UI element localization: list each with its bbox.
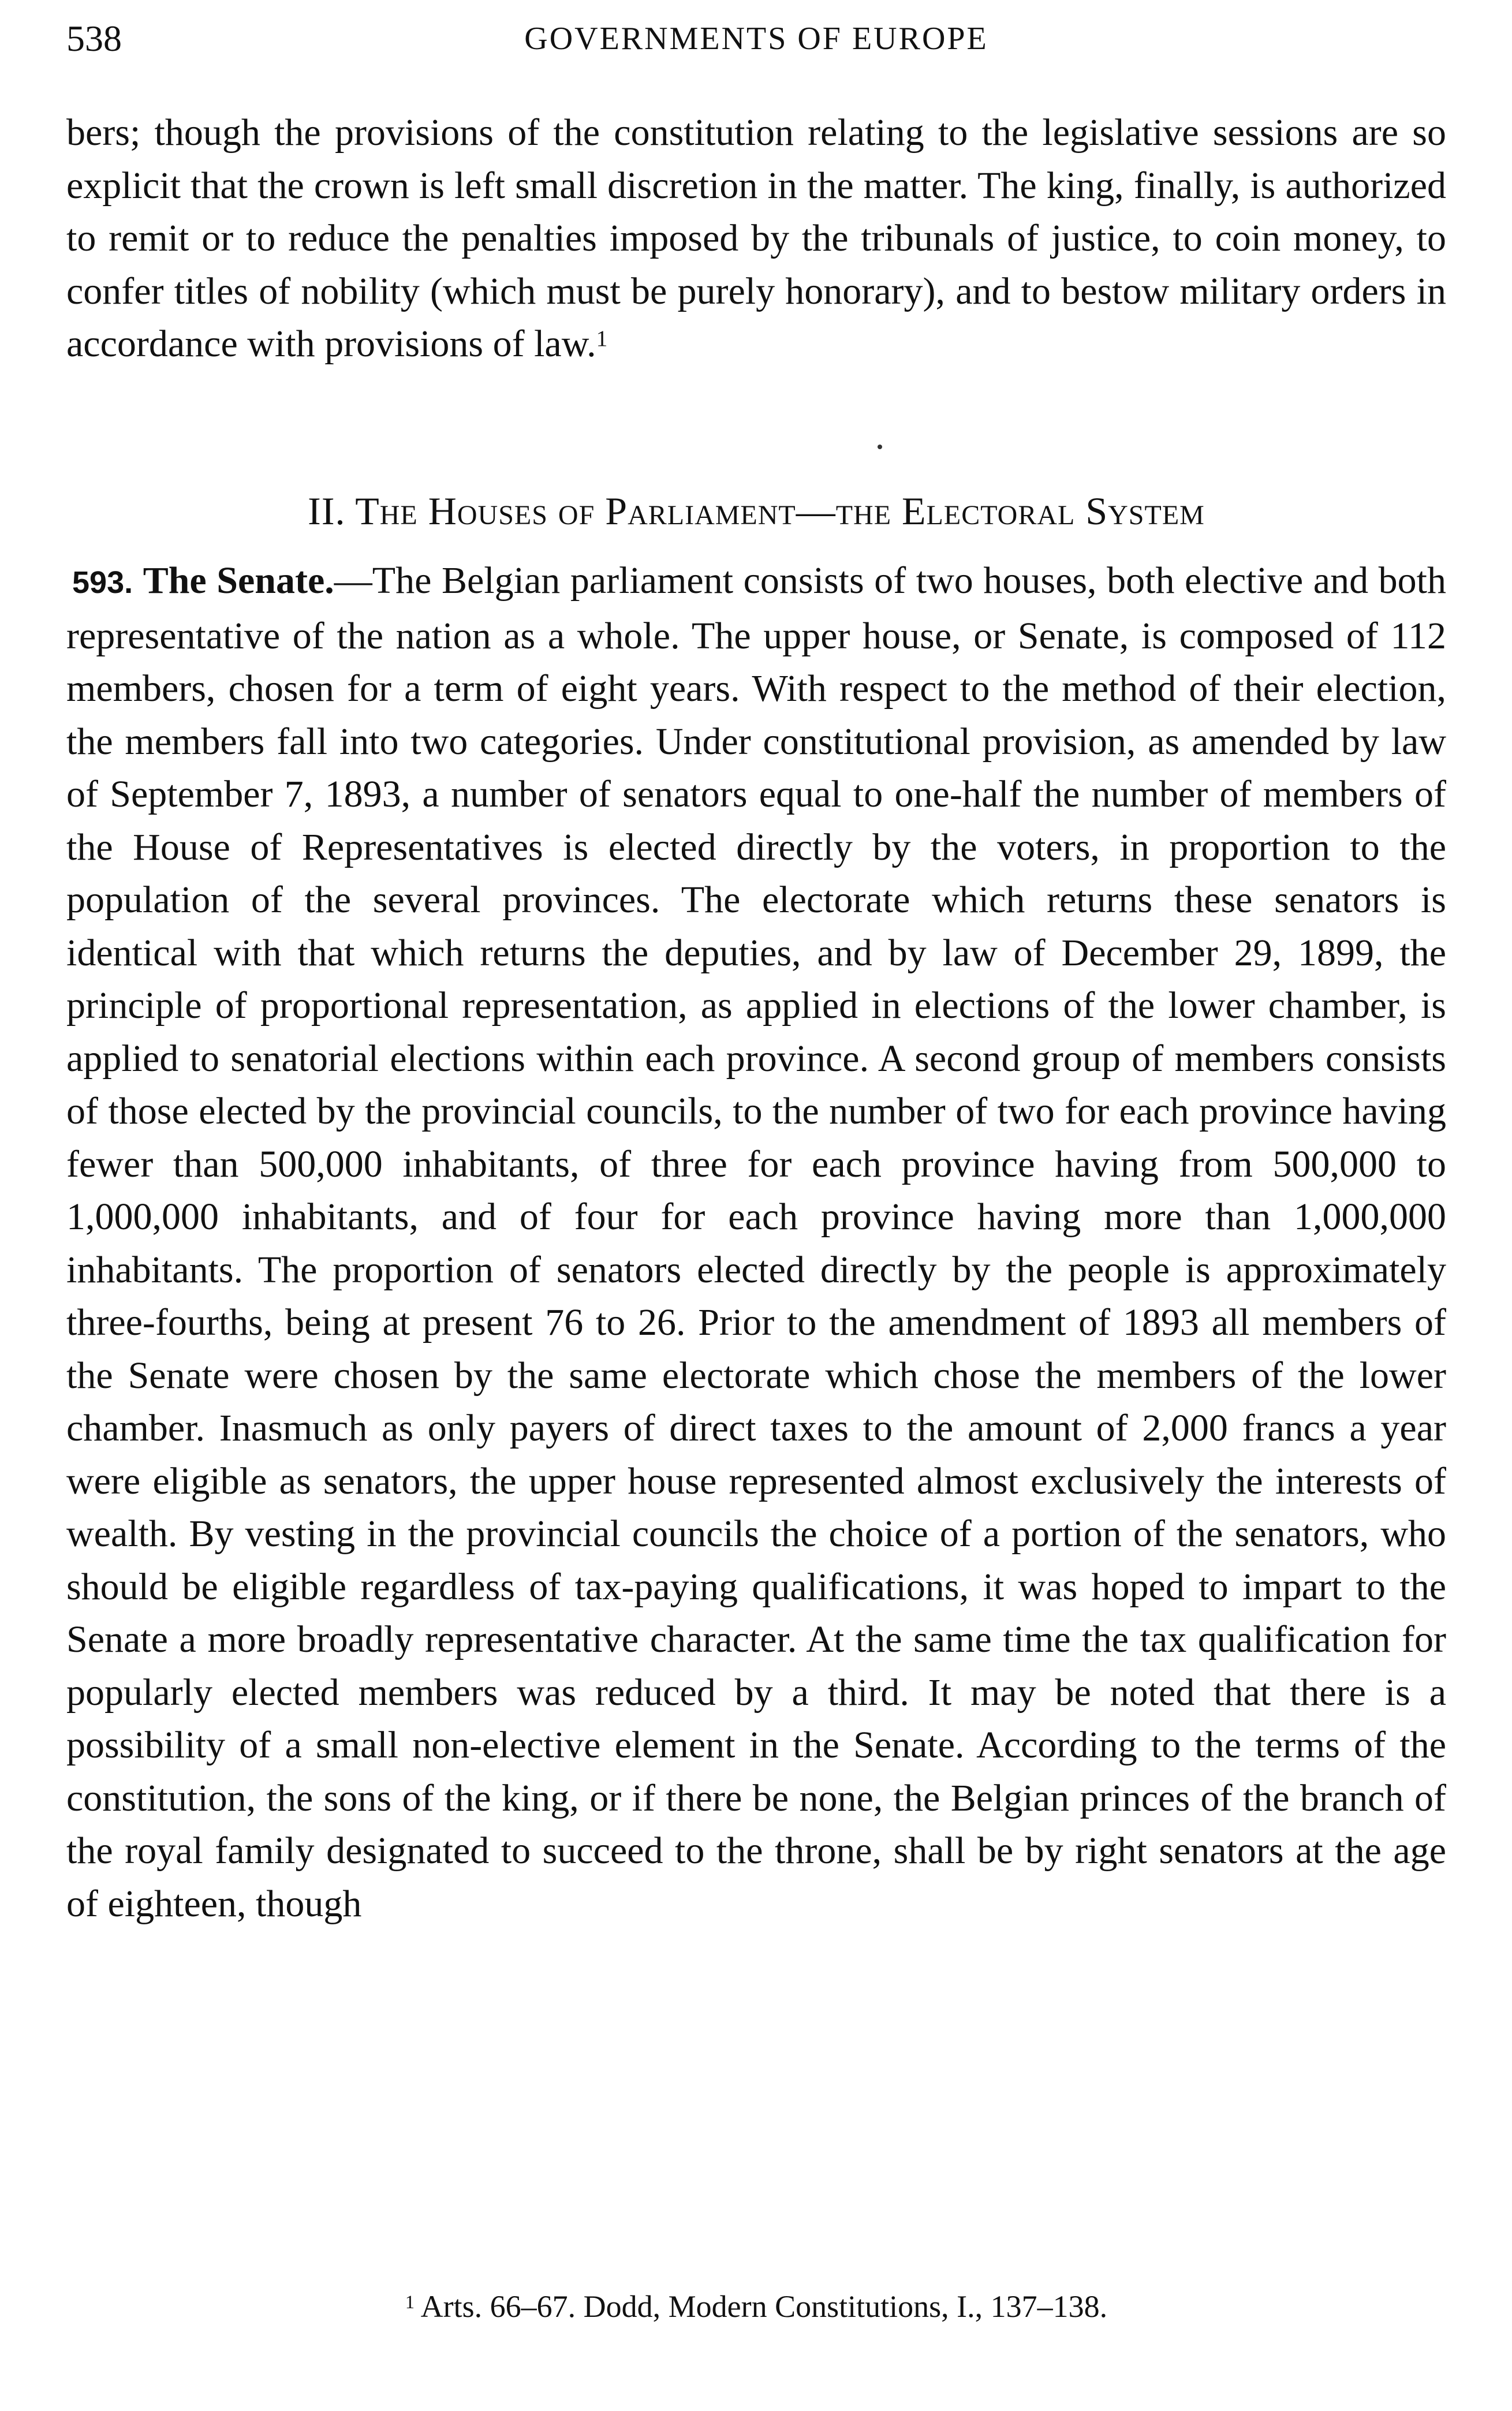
footnote-reference: 1 bbox=[596, 326, 608, 352]
footnote bbox=[66, 2283, 1446, 2330]
paragraph-royal-powers bbox=[66, 106, 1446, 371]
running-title: GOVERNMENTS OF EUROPE bbox=[524, 21, 988, 57]
footnote-marker: 1 bbox=[405, 2292, 415, 2313]
print-speck bbox=[878, 445, 882, 449]
section-number: 593. bbox=[72, 565, 133, 600]
book-page bbox=[66, 0, 1446, 2411]
section-title: The Senate. bbox=[143, 559, 334, 602]
footnote-text: Arts. 66–67. Dodd, Modern Constitutions, I., 137–138. bbox=[420, 2289, 1108, 2324]
running-head bbox=[66, 13, 1446, 65]
paragraph-text: —The Belgian parliament consists of two houses, both elective and both representative of the nation as a whole. The upper house, or Senate, is composed of 112 members, chosen for a term of eight years. With respect to the method of their election, the members fall into two categories. Under constitutional provision, as amended by law of September 7, 1893, a number of senators equal to one-half the number of members of the House of Representatives is elected directly by the voters, in proportion to the population of the several provinces. The electorate which returns these senators is identical with that which returns the deputies, and by law of December 29, 1899, the principle of proportional representation, as applied in elections of the lower chamber, is applied to senatorial elections within each province. A second group of members consists of those elected by the provincial councils, to the number of two for each province having fewer than 500,000 inhabitants, of three for each province having from 500,000 to 1,000,000 inhabitants, and of four for each province having more than 1,000,000 inhabitants. The proportion of senators elected directly by the people is approximately three-fourths, being at present 76 to 26. Prior to the amendment of 1893 all members of the Senate were chosen by the same electorate which chose the members of the lower chamber. Inasmuch as only payers of direct taxes to the amount of 2,000 francs a year were eligible as senators, the upper house represented almost exclusively the interests of wealth. By vesting in the provincial councils the choice of a portion of the senators, who should be eligible regardless of tax-paying qualifications, it was hoped to impart to the Senate a more broadly representative character. At the same time the tax qualification for popularly elected members was reduced by a third. It may be noted that there is a possibility of a small non-elective element in the Senate. According to the terms of the constitution, the sons of the king, or if there be none, the Belgian princes of the branch of the royal family designated to succeed to the throne, shall be by right senators at the age of eighteen, though bbox=[66, 559, 1447, 1925]
paragraph-senate bbox=[66, 554, 1446, 1930]
section-heading: II. The Houses of Parliament—the Electoral System bbox=[308, 489, 1205, 533]
paragraph-text: bers; though the provisions of the constitution relating to the legislative sessions are so explicit that the crown is left small discretion in the matter. The king, finally, is authorized to remit or to reduce the penalties imposed by the tribunals of justice, to coin money, to confer titles of nobility (which must be purely honorary), and to bestow military orders in accordance with provisions of law. bbox=[66, 111, 1446, 365]
page-number: 538 bbox=[66, 18, 122, 59]
